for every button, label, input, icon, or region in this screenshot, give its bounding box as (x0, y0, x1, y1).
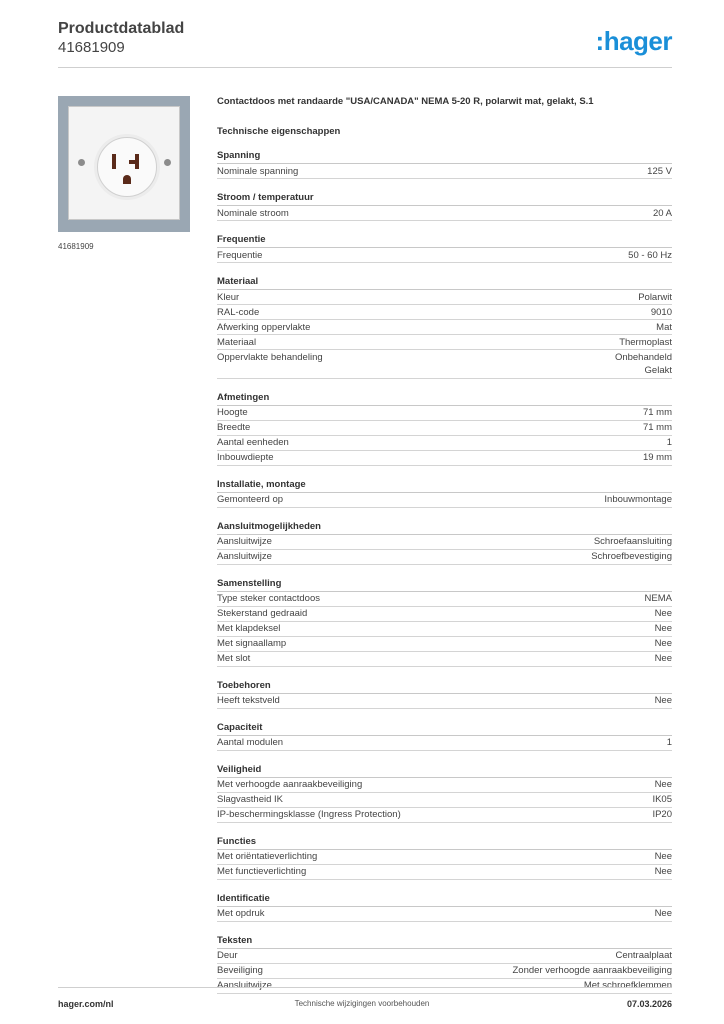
spec-row (217, 907, 672, 922)
spec-value: NEMA (644, 593, 672, 604)
section-title: Samenstelling (217, 578, 672, 592)
spec-label: Aansluitwijze (217, 536, 272, 547)
spec-row (217, 290, 672, 305)
spec-row (217, 206, 672, 221)
spec-row (217, 964, 672, 979)
footer-divider (58, 987, 672, 988)
section-title: Identificatie (217, 893, 672, 907)
section-title: Frequentie (217, 234, 672, 248)
spec-row (217, 622, 672, 637)
spec-row (217, 694, 672, 709)
spec-value: Nee (654, 695, 672, 706)
spec-row (217, 248, 672, 263)
spec-value: 1 (666, 437, 672, 448)
spec-label: Beveiliging (217, 965, 263, 976)
spec-label: Slagvastheid IK (217, 794, 284, 805)
tech-heading: Technische eigenschappen (217, 126, 341, 137)
spec-row (217, 949, 672, 964)
section-title: Spanning (217, 150, 672, 164)
document-title: Productdatablad (58, 20, 185, 37)
spec-label: Frequentie (217, 249, 263, 261)
spec-value: Mat (656, 321, 672, 333)
spec-row (217, 865, 672, 880)
section-title: Materiaal (217, 276, 672, 290)
footer-disclaimer: Technische wijzigingen voorbehouden (294, 999, 430, 1008)
spec-row (217, 550, 672, 565)
section-title: Stroom / temperatuur (217, 192, 672, 206)
spec-label: Deur (217, 950, 238, 961)
spec-row (217, 421, 672, 436)
slot-left-icon (112, 154, 116, 169)
spec-value: Inbouwmontage (604, 494, 672, 505)
spec-row (217, 607, 672, 622)
header-divider (58, 67, 672, 68)
spec-value: Nee (654, 638, 672, 649)
spec-label: Kleur (217, 291, 240, 303)
spec-label: Inbouwdiepte (217, 452, 274, 463)
spec-label: Breedte (217, 422, 251, 433)
screw-left-icon (78, 159, 85, 166)
section-title: Aansluitmogelijkheden (217, 521, 672, 535)
slot-t-icon (129, 160, 139, 164)
spec-label: Gemonteerd op (217, 494, 284, 505)
spec-label: Met verhoogde aanraakbeveiliging (217, 779, 363, 790)
spec-row (217, 164, 672, 179)
spec-label: Heeft tekstveld (217, 695, 280, 706)
section-title: Afmetingen (217, 392, 672, 406)
footer-date: 07.03.2026 (626, 999, 672, 1009)
socket-outlet-icon (97, 137, 157, 197)
spec-value: Nee (654, 608, 672, 619)
spec-value: Schroefbevestiging (591, 551, 672, 562)
spec-label: Met functieverlichting (217, 866, 307, 877)
spec-row (217, 850, 672, 865)
spec-label: Aantal eenheden (217, 437, 289, 448)
spec-label: Type steker contactdoos (217, 593, 320, 604)
spec-row (217, 979, 672, 994)
spec-value: 19 mm (642, 452, 672, 463)
product-number: 41681909 (58, 39, 125, 56)
section-title: Installatie, montage (217, 479, 672, 493)
spec-row (217, 406, 672, 421)
product-title: Contactdoos met randaarde "USA/CANADA" NEMA 5-20 R, polarwit mat, gelakt, S.1 (217, 96, 594, 107)
hager-logo: :hager (595, 26, 672, 56)
spec-value: IK05 (652, 794, 672, 805)
spec-row (217, 493, 672, 508)
spec-content (217, 96, 672, 994)
spec-value: IP20 (652, 809, 672, 820)
spec-row (217, 778, 672, 793)
spec-value: 1 (666, 737, 672, 748)
spec-label: Met opdruk (217, 908, 265, 919)
spec-label: Nominale spanning (217, 165, 299, 177)
spec-label: Materiaal (217, 336, 257, 348)
spec-value: Centraalplaat (615, 950, 672, 961)
spec-value: Nee (654, 908, 672, 919)
spec-row (217, 535, 672, 550)
section-title: Toebehoren (217, 680, 672, 694)
spec-label: Met signaallamp (217, 638, 287, 649)
section-title: Capaciteit (217, 722, 672, 736)
spec-value: Nee (654, 653, 672, 664)
spec-label: Hoogte (217, 407, 248, 418)
spec-value: Polarwit (638, 291, 672, 303)
spec-row (217, 436, 672, 451)
spec-value: 71 mm (642, 422, 672, 433)
spec-value: 9010 (650, 306, 672, 318)
spec-row (217, 793, 672, 808)
spec-value: Thermoplast (619, 336, 672, 348)
section-title: Veiligheid (217, 764, 672, 778)
section-title: Teksten (217, 935, 672, 949)
spec-value: 20 A (652, 207, 672, 219)
spec-row (217, 305, 672, 320)
spec-label: Stekerstand gedraaid (217, 608, 308, 619)
spec-label: Aansluitwijze (217, 551, 272, 562)
spec-label: Nominale stroom (217, 207, 289, 219)
spec-label: Afwerking oppervlakte (217, 321, 311, 333)
screw-right-icon (164, 159, 171, 166)
spec-value: Nee (654, 866, 672, 877)
spec-label: Aansluitwijze (217, 980, 272, 991)
spec-label: Met oriëntatieverlichting (217, 851, 318, 862)
footer-website: hager.com/nl (58, 999, 114, 1009)
spec-row (217, 350, 672, 379)
section-title: Functies (217, 836, 672, 850)
spec-row (217, 637, 672, 652)
spec-value: Nee (654, 779, 672, 790)
spec-label: IP-beschermingsklasse (Ingress Protection) (217, 809, 401, 820)
spec-value: Schroefaansluiting (593, 536, 672, 547)
spec-label: RAL-code (217, 306, 260, 318)
spec-label: Met klapdeksel (217, 623, 281, 634)
spec-row (217, 652, 672, 667)
spec-value: Onbehandeld Gelakt (614, 351, 672, 376)
spec-label: Aantal modulen (217, 737, 284, 748)
spec-label: Oppervlakte behandeling (217, 351, 323, 363)
spec-sections (217, 150, 672, 994)
spec-value: Met schroefklemmen (583, 980, 672, 991)
spec-value: 71 mm (642, 407, 672, 418)
spec-row (217, 451, 672, 466)
spec-row (217, 335, 672, 350)
spec-value: Nee (654, 851, 672, 862)
spec-value: 50 - 60 Hz (628, 249, 672, 261)
spec-row (217, 320, 672, 335)
image-caption: 41681909 (58, 242, 94, 251)
ground-pin-icon (123, 175, 131, 184)
spec-row (217, 808, 672, 823)
spec-row (217, 592, 672, 607)
spec-value: 125 V (647, 165, 672, 177)
spec-value: Nee (654, 623, 672, 634)
spec-row (217, 736, 672, 751)
product-image (58, 96, 190, 232)
socket-plate (68, 106, 180, 220)
spec-value: Zonder verhoogde aanraakbeveiliging (512, 965, 672, 976)
spec-label: Met slot (217, 653, 251, 664)
